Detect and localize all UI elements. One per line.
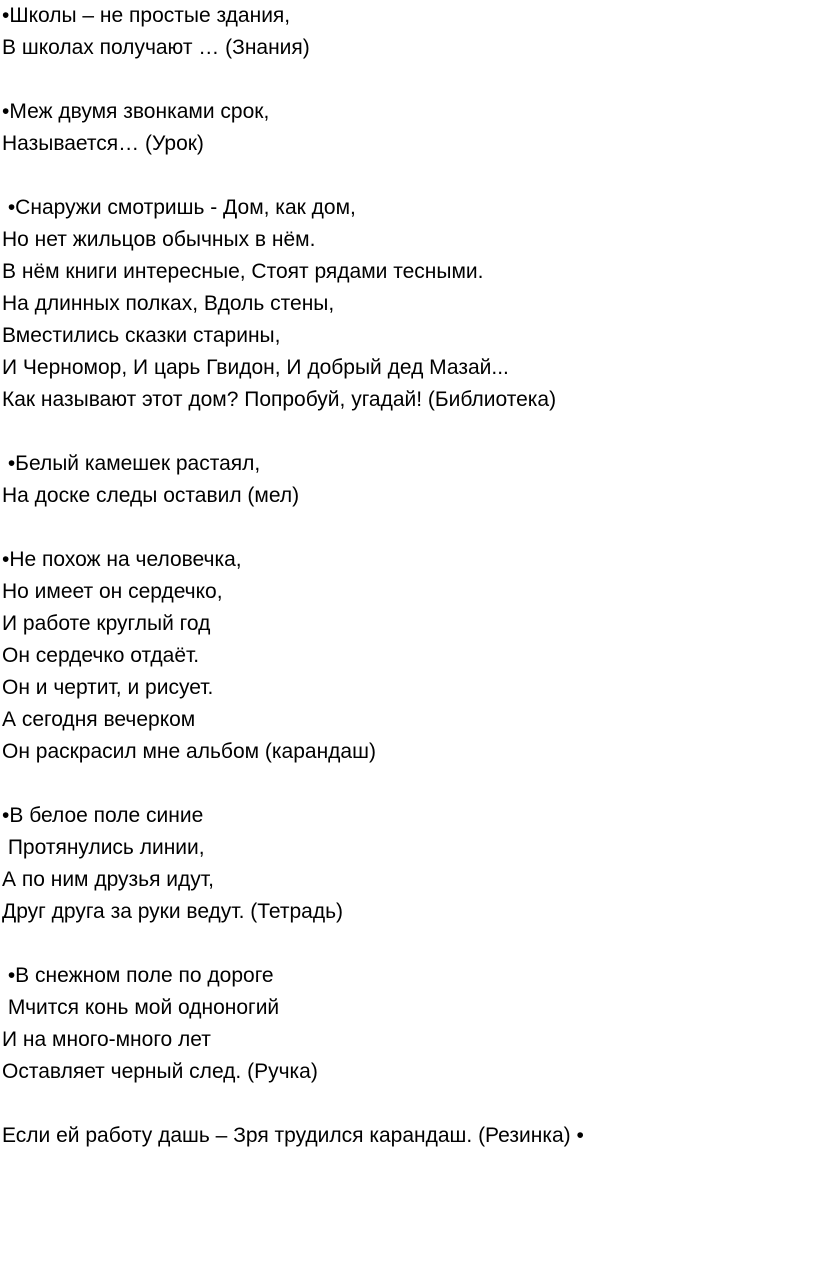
riddle-line: •Не похож на человечка, (2, 548, 242, 571)
riddle-line: Если ей работу дашь – Зря трудился карандаш. (Резинка) • (2, 1124, 584, 1147)
riddle-notebook (2, 800, 812, 928)
riddle-chalk (2, 448, 812, 512)
riddle-eraser (2, 1120, 812, 1152)
riddle-line: •В белое поле синие (2, 804, 204, 827)
riddle-line: И работе круглый год (2, 612, 211, 635)
riddles-document (2, 0, 812, 1184)
riddle-line: На длинных полках, Вдоль стены, (2, 292, 335, 315)
riddle-line: Вместились сказки старины, (2, 324, 281, 347)
riddle-line: В школах получают … (Знания) (2, 36, 310, 59)
riddle-line: Он раскрасил мне альбом (карандаш) (2, 740, 376, 763)
riddle-line: В нём книги интересные, Стоят рядами тесными. (2, 260, 484, 283)
riddle-line: •В снежном поле по дороге (2, 964, 274, 987)
riddle-pencil (2, 544, 812, 768)
riddle-lesson (2, 96, 812, 160)
riddle-line: На доске следы оставил (мел) (2, 484, 300, 507)
riddle-pen (2, 960, 812, 1088)
riddle-library (2, 192, 812, 416)
riddle-line: А сегодня вечерком (2, 708, 196, 731)
riddle-line: Протянулись линии, (2, 836, 205, 859)
riddle-line: Он и чертит, и рисует. (2, 676, 214, 699)
riddle-line: Но имеет он сердечко, (2, 580, 223, 603)
riddle-line: Оставляет черный след. (Ручка) (2, 1060, 318, 1083)
riddle-line: И на много-много лет (2, 1028, 211, 1051)
riddle-line: Мчится конь мой одноногий (2, 996, 280, 1019)
riddle-line: •Школы – не простые здания, (2, 4, 291, 27)
riddle-line: Называется… (Урок) (2, 132, 204, 155)
riddle-line: Друг друга за руки ведут. (Тетрадь) (2, 900, 344, 923)
riddle-line: •Белый камешек растаял, (2, 452, 261, 475)
riddle-line: А по ним друзья идут, (2, 868, 214, 891)
riddle-line: Он сердечко отдаёт. (2, 644, 200, 667)
riddle-line: И Черномор, И царь Гвидон, И добрый дед Мазай... (2, 356, 509, 379)
riddle-line: Но нет жильцов обычных в нём. (2, 228, 316, 251)
riddle-line: •Меж двумя звонками срок, (2, 100, 270, 123)
riddle-schools (2, 0, 812, 64)
riddle-line: Как называют этот дом? Попробуй, угадай! (Библиотека) (2, 388, 557, 411)
riddle-line: •Снаружи смотришь - Дом, как дом, (2, 196, 356, 219)
